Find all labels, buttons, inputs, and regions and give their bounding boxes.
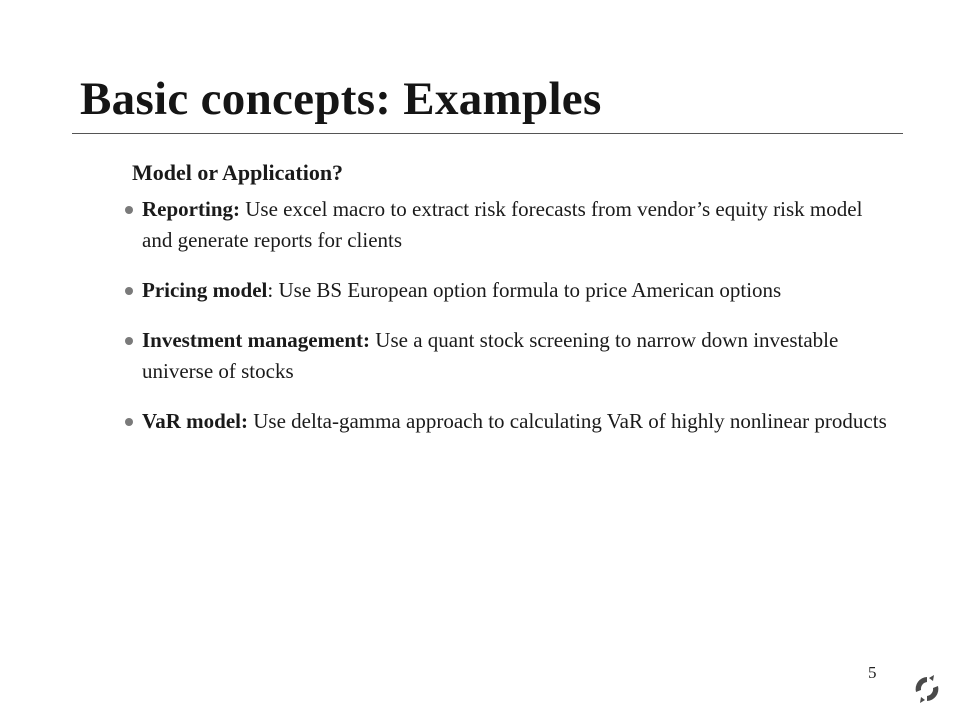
bullet-dot-icon: [125, 206, 133, 214]
bullet-item-var-model: [120, 406, 890, 437]
title-divider: [72, 133, 903, 134]
bullet-dot-icon: [125, 337, 133, 345]
slide-subheading: Model or Application?: [132, 160, 344, 185]
bullet-item-pricing-model: [120, 275, 890, 306]
page-number: 5: [868, 663, 877, 682]
bullet-dot-icon: [125, 287, 133, 295]
bullet-list: [120, 194, 890, 456]
bullet-term: Investment management:: [142, 328, 371, 352]
bullet-term: Pricing model: [142, 278, 268, 302]
bullet-term: Reporting:: [142, 197, 240, 221]
bullet-text: : Use BS European option formula to price American options: [267, 278, 782, 302]
bullet-text: Use delta-gamma approach to calculating VaR of highly nonlinear products: [247, 409, 887, 433]
bullet-item-investment-management: [120, 325, 890, 387]
bullet-text: Use a quant stock screening to narrow down investable universe of stocks: [142, 328, 839, 383]
slide-title: Basic concepts: Examples: [80, 73, 602, 125]
bullet-text: Use excel macro to extract risk forecasts from vendor’s equity risk model and generate reports for clients: [142, 197, 863, 252]
brand-logo-icon: [912, 674, 942, 704]
bullet-item-reporting: [120, 194, 890, 256]
bullet-term: VaR model:: [142, 409, 248, 433]
bullet-dot-icon: [125, 418, 133, 426]
